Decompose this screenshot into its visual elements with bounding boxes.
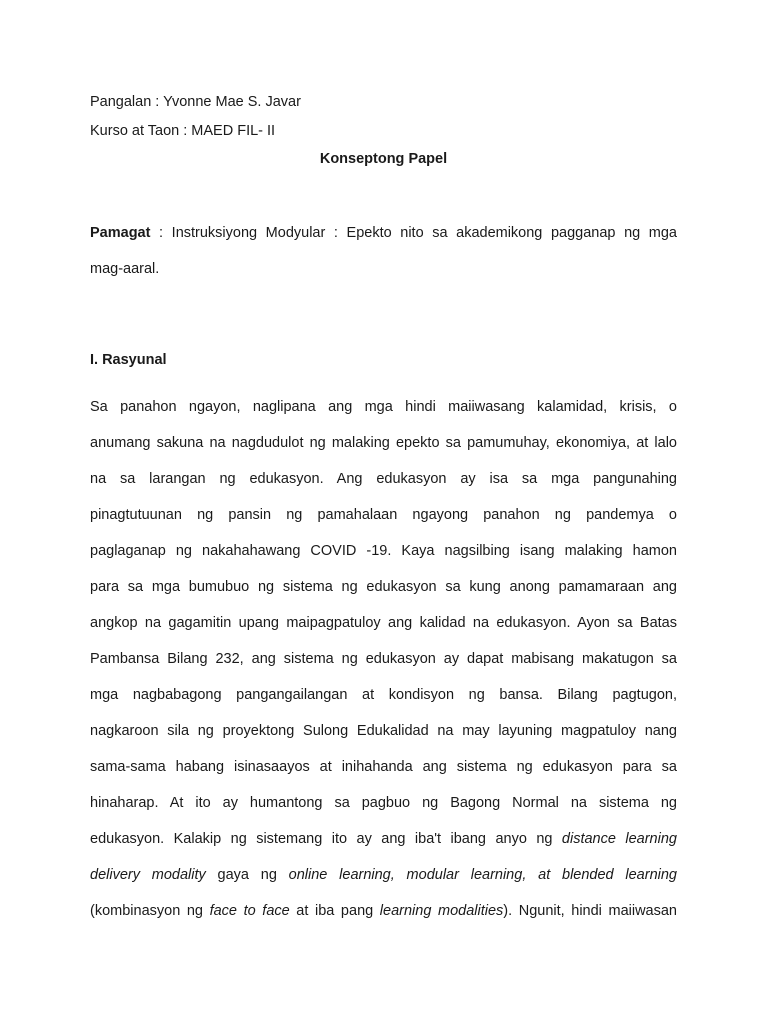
title-text: : Instruksiyong Modyular : Epekto nito sa akademikong pagganap ng mga [150,225,677,241]
paragraph-line: hinaharap. At ito ay humantong sa pagbuo ng Bagong Normal na sistema ng [90,795,677,811]
paragraph-line: angkop na gagamitin upang maipagpatuloy ang kalidad na edukasyon. Ayon sa Batas [90,615,677,631]
paragraph-text: gaya ng [205,867,289,883]
paragraph-line: para sa mga bumubuo ng sistema ng edukasyon sa kung anong pamamaraan ang [90,579,677,595]
paragraph-line: mga nagbabagong pangangailangan at kondisyon ng bansa. Bilang pagtugon, [90,687,677,703]
italic-term: learning modalities [379,903,504,919]
paragraph-line: sama-sama habang isinasaayos at inihahanda ang sistema ng edukasyon para sa [90,759,677,775]
italic-term: delivery modality [90,867,206,883]
document-title: Konseptong Papel [319,151,448,167]
paragraph-line: anumang sakuna na nagdudulot ng malaking epekto sa pamumuhay, ekonomiya, at lalo [90,435,677,451]
paragraph-line: nagkaroon sila ng proyektong Sulong Edukalidad na may layuning magpatuloy nang [90,723,677,739]
paragraph-line [90,830,677,866]
paragraph-line: Pambansa Bilang 232, ang sistema ng edukasyon ay dapat mabisang makatugon sa [90,651,677,667]
paragraph-line [90,866,677,902]
rasyunal-paragraph [90,398,677,938]
paragraph-text: edukasyon. Kalakip ng sistemang ito ay ang iba't ibang anyo ng [90,831,562,847]
title-line-2: mag-aaral. [90,261,160,277]
course-year-line: Kurso at Taon : MAED FIL- II [90,123,276,139]
paragraph-line: paglaganap ng nakahahawang COVID -19. Kaya nagsilbing isang malaking hamon [90,543,677,559]
paragraph-text: at iba pang [289,903,380,919]
paragraph-text: ). Ngunit, hindi maiiwasan [503,903,677,919]
title-line-1 [90,224,677,260]
italic-term: face to face [209,903,290,919]
paragraph-line: Sa panahon ngayon, naglipana ang mga hindi maiiwasang kalamidad, krisis, o [90,399,677,415]
title-label: Pamagat [90,225,151,241]
title-paragraph [90,224,677,296]
section-heading-rasyunal: I. Rasyunal [90,352,167,368]
paragraph-line: pinagtutuunan ng pansin ng pamahalaan ngayong panahon ng pandemya o [90,507,677,523]
italic-term: distance learning [561,831,677,847]
paragraph-line [90,902,677,938]
paragraph-line: na sa larangan ng edukasyon. Ang edukasyon ay isa sa mga pangunahing [90,471,677,487]
italic-term: online learning, modular learning, at blended learning [288,867,677,883]
paragraph-text: (kombinasyon ng [90,903,210,919]
author-name-line: Pangalan : Yvonne Mae S. Javar [90,94,301,110]
